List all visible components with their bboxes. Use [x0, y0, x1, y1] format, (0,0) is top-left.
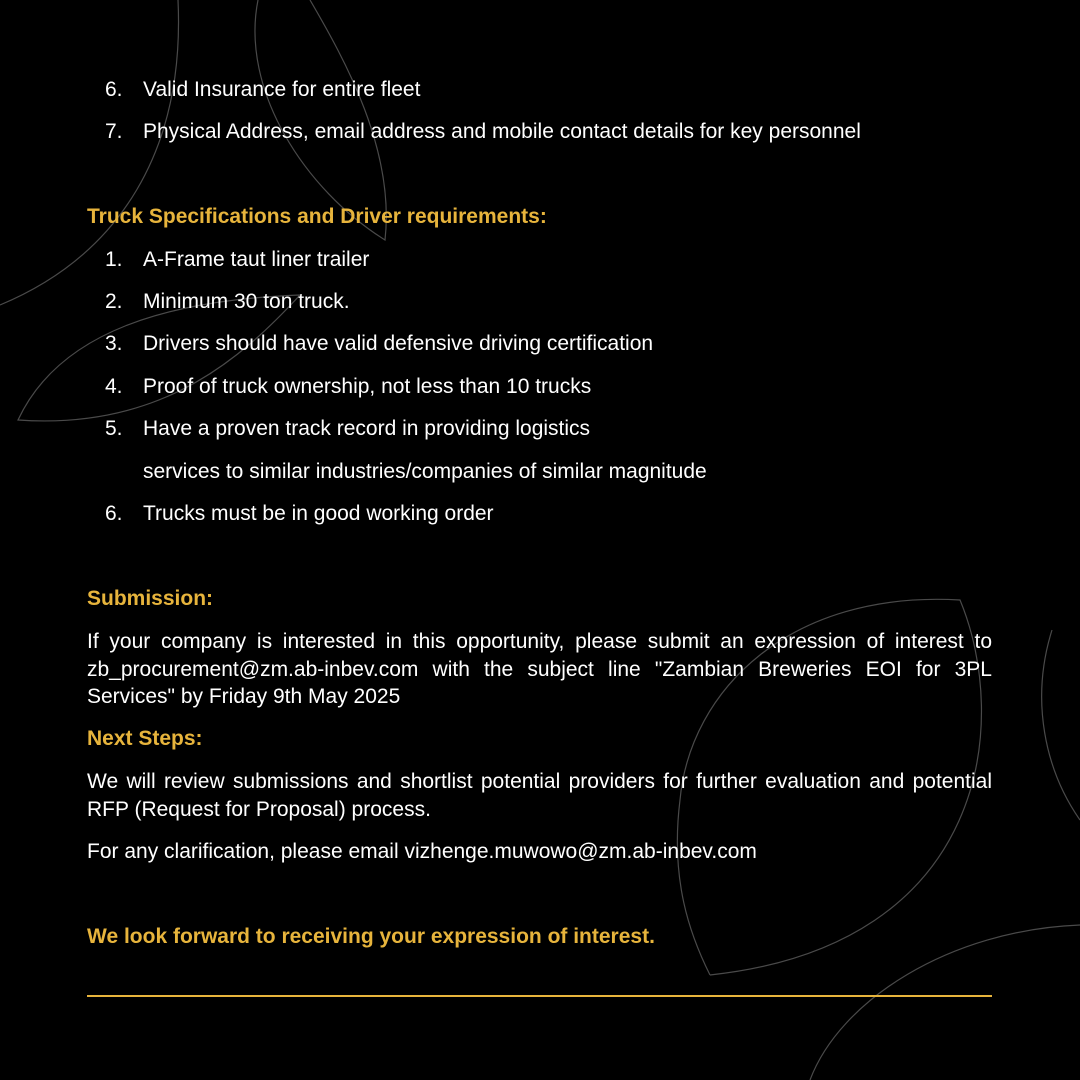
document-content — [87, 0, 992, 1080]
list-text: A-Frame taut liner trailer — [143, 248, 370, 271]
list-number: 1. — [105, 248, 123, 271]
truck-specs-heading: Truck Specifications and Driver requirements: — [87, 205, 547, 228]
list-number: 3. — [105, 332, 123, 355]
list-number: 7. — [105, 120, 123, 143]
list-number: 4. — [105, 375, 123, 398]
list-number: 6. — [105, 78, 123, 101]
submission-paragraph: If your company is interested in this opportunity, please submit an expression of interest to zb_procurement@zm.ab-inbev.com with the subject line "Zambian Breweries EOI for 3PL Services" by Friday 9th May 2025 — [87, 630, 992, 708]
list-number: 5. — [105, 417, 123, 440]
list-number: 2. — [105, 290, 123, 313]
list-text: Valid Insurance for entire fleet — [143, 78, 421, 101]
list-number: 6. — [105, 502, 123, 525]
next-steps-paragraph: We will review submissions and shortlist potential providers for further evaluation and potential RFP (Request for Proposal) process. — [87, 770, 992, 821]
list-text: Proof of truck ownership, not less than 10 trucks — [143, 375, 592, 398]
clarification-paragraph: For any clarification, please email vizhenge.muwowo@zm.ab-inbev.com — [87, 840, 757, 863]
closing-statement: We look forward to receiving your expression of interest. — [87, 925, 655, 948]
list-text: Physical Address, email address and mobile contact details for key personnel — [143, 120, 861, 143]
list-text: services to similar industries/companies of similar magnitude — [143, 460, 707, 483]
footer-divider — [87, 995, 992, 997]
list-text: Minimum 30 ton truck. — [143, 290, 350, 313]
list-text: Drivers should have valid defensive driving certification — [143, 332, 654, 355]
list-text: Have a proven track record in providing logistics — [143, 417, 591, 440]
list-text: Trucks must be in good working order — [143, 502, 494, 525]
submission-heading: Submission: — [87, 587, 214, 610]
next-steps-heading: Next Steps: — [87, 727, 203, 750]
